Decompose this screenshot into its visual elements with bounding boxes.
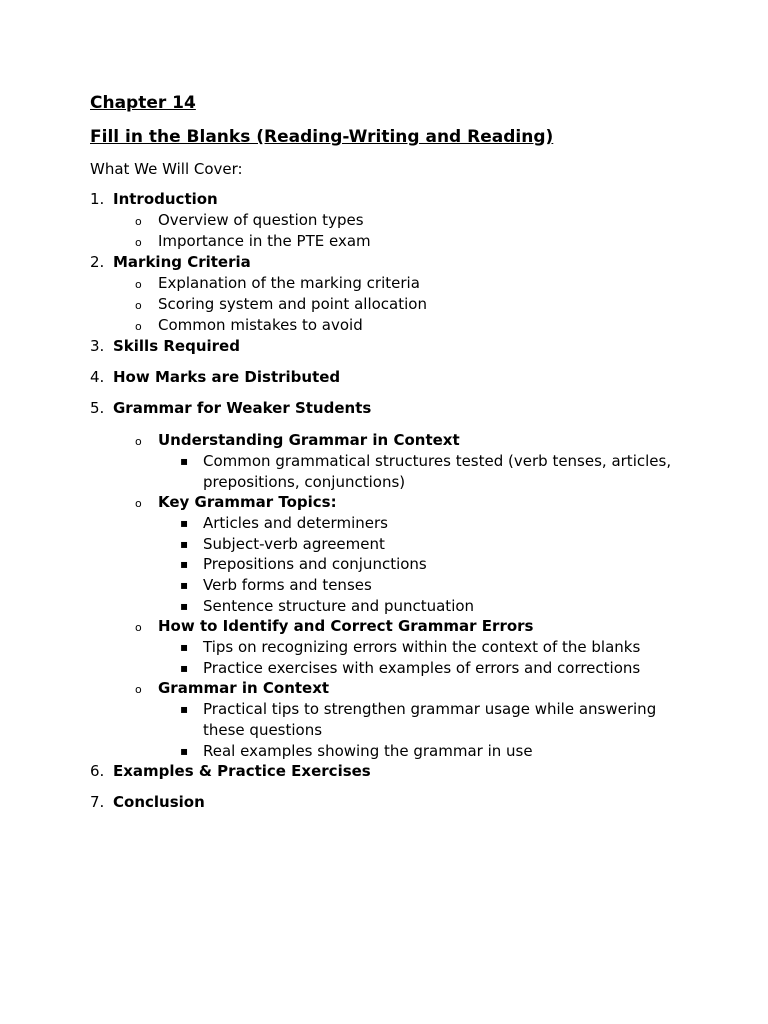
square-bullet-icon: ▪ xyxy=(180,640,189,655)
list-item-text: Subject-verb agreement xyxy=(203,534,385,553)
section-label: Conclusion xyxy=(113,793,205,812)
circle-bullet-icon: o xyxy=(135,299,142,312)
list-item xyxy=(90,294,690,315)
list-item xyxy=(90,658,683,679)
list-item xyxy=(90,554,683,575)
list-item-text: Real examples showing the grammar in use xyxy=(203,741,533,760)
list-item-text: Scoring system and point allocation xyxy=(158,295,427,313)
chapter-heading: Chapter 14 xyxy=(90,93,196,113)
square-bullet-icon: ▪ xyxy=(180,702,189,717)
section-number: 4. xyxy=(90,368,105,386)
section-conclusion xyxy=(90,792,690,813)
section-marking-criteria xyxy=(90,252,690,273)
circle-bullet-icon: o xyxy=(135,621,142,635)
list-item xyxy=(90,596,683,617)
subsection-identify-correct-errors xyxy=(90,616,690,637)
circle-bullet-icon: o xyxy=(135,278,142,291)
list-item xyxy=(90,575,683,596)
list-item xyxy=(90,451,683,492)
circle-bullet-icon: o xyxy=(135,320,142,333)
subsection-grammar-in-context-tips xyxy=(90,678,690,699)
subsection-label: Key Grammar Topics: xyxy=(158,493,337,512)
section-label: Introduction xyxy=(113,190,218,208)
subsection-label: Grammar in Context xyxy=(158,679,330,698)
list-item-text: Overview of question types xyxy=(158,211,364,229)
list-item-text: Articles and determiners xyxy=(203,514,388,533)
section-label: How Marks are Distributed xyxy=(113,368,341,386)
section-skills-required xyxy=(90,336,690,357)
circle-bullet-icon: o xyxy=(135,683,142,697)
list-item xyxy=(90,210,690,231)
square-bullet-icon: ▪ xyxy=(180,743,189,758)
list-item-text: Tips on recognizing errors within the context of the blanks xyxy=(203,638,641,657)
circle-bullet-icon: o xyxy=(135,236,142,249)
section-number: 7. xyxy=(90,793,105,812)
square-bullet-icon: ▪ xyxy=(180,454,189,468)
intro-text: What We Will Cover: xyxy=(90,160,243,178)
list-item-text: Common grammatical structures tested (verb tenses, articles, prepositions, conjunctions) xyxy=(203,452,672,491)
section-marks-distribution xyxy=(90,367,690,388)
list-item xyxy=(90,513,683,534)
list-item-text: Sentence structure and punctuation xyxy=(203,596,475,615)
circle-bullet-icon: o xyxy=(135,215,142,228)
section-introduction xyxy=(90,189,690,210)
square-bullet-icon: ▪ xyxy=(180,516,189,531)
list-item xyxy=(90,231,690,252)
section-number: 2. xyxy=(90,253,105,271)
square-bullet-icon: ▪ xyxy=(180,536,189,551)
square-bullet-icon: ▪ xyxy=(180,577,189,592)
section-label: Skills Required xyxy=(113,337,240,355)
circle-bullet-icon: o xyxy=(135,497,142,511)
circle-bullet-icon: o xyxy=(135,435,142,448)
page-title: Fill in the Blanks (Reading-Writing and Reading) xyxy=(90,127,554,147)
list-item xyxy=(90,315,690,336)
section-number: 1. xyxy=(90,190,105,208)
list-item-text: Explanation of the marking criteria xyxy=(158,274,420,292)
document-page xyxy=(90,92,690,813)
section-number: 3. xyxy=(90,337,105,355)
section-examples-practice xyxy=(90,761,690,782)
list-item xyxy=(90,699,683,740)
section-label: Examples & Practice Exercises xyxy=(113,762,371,781)
list-item-text: Practice exercises with examples of errors and corrections xyxy=(203,658,641,677)
section-label: Grammar for Weaker Students xyxy=(113,399,372,417)
section-label: Marking Criteria xyxy=(113,253,251,271)
section-number: 5. xyxy=(90,399,105,417)
square-bullet-icon: ▪ xyxy=(180,557,189,572)
list-item-text: Prepositions and conjunctions xyxy=(203,555,427,574)
list-item-text: Verb forms and tenses xyxy=(203,575,372,594)
square-bullet-icon: ▪ xyxy=(180,660,189,675)
list-item xyxy=(90,741,683,762)
list-item xyxy=(90,534,683,555)
subsection-grammar-in-context xyxy=(90,430,690,451)
subsection-label: How to Identify and Correct Grammar Errors xyxy=(158,617,534,636)
list-item xyxy=(90,637,683,658)
list-item-text: Practical tips to strengthen grammar usage while answering these questions xyxy=(203,700,657,739)
subsection-key-grammar-topics xyxy=(90,492,690,513)
subsection-label: Understanding Grammar in Context xyxy=(158,431,460,449)
list-item-text: Common mistakes to avoid xyxy=(158,316,363,334)
list-item-text: Importance in the PTE exam xyxy=(158,232,371,250)
section-grammar xyxy=(90,398,690,419)
square-bullet-icon: ▪ xyxy=(180,598,189,613)
list-item xyxy=(90,273,690,294)
section-number: 6. xyxy=(90,762,105,781)
